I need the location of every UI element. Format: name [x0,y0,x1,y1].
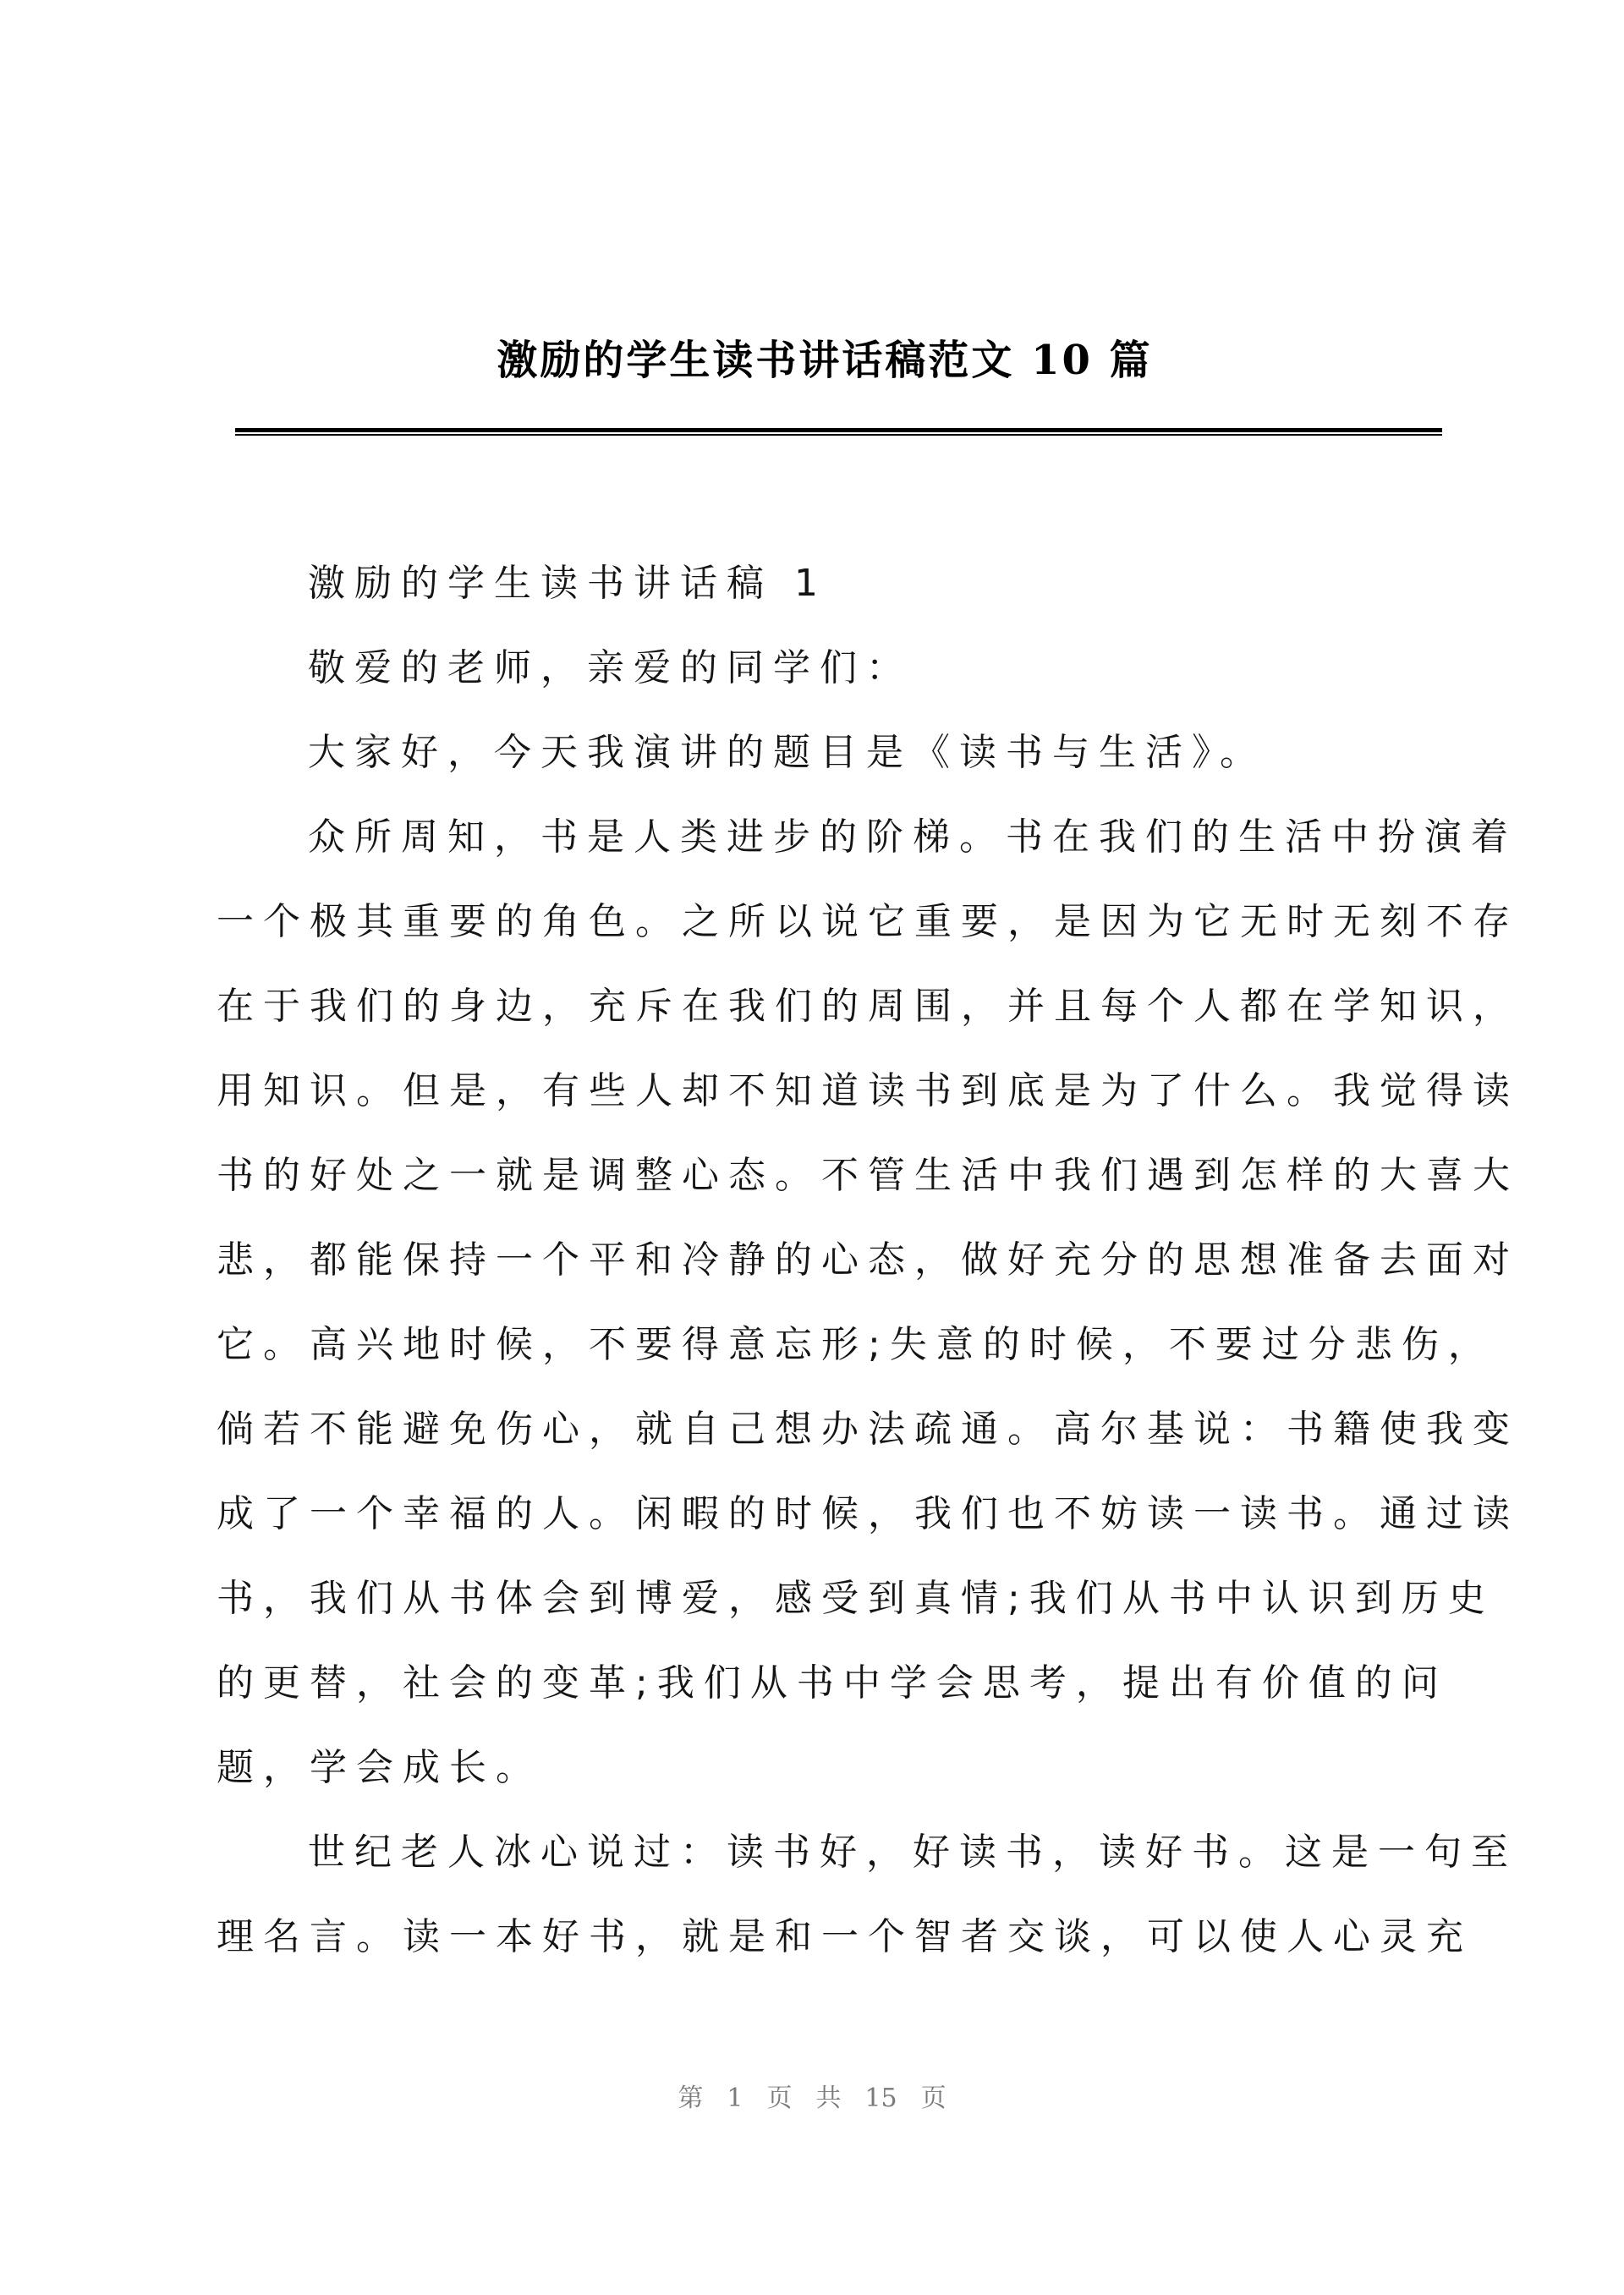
document-body [217,541,1519,1979]
body-line: 理名言。读一本好书，就是和一个智者交谈，可以使人心灵充 [217,1915,1473,1958]
body-line: 的更替，社会的变革;我们从书中学会思考，提出有价值的问 [217,1661,1448,1705]
title-rule-thick [235,428,1442,432]
title-double-rule [235,428,1442,436]
body-line: 众所周知，书是人类进步的阶梯。书在我们的生活中扮演着 [308,815,1517,859]
page-footer [0,2079,1624,2118]
body-line: 书，我们从书体会到博爱，感受到真情;我们从书中认识到历史 [217,1577,1495,1620]
salutation: 敬爱的老师，亲爱的同学们： [308,646,913,689]
total-page-count: 15 [864,2084,897,2113]
body-line: 题，学会成长。 [217,1746,542,1789]
section-heading: 激励的学生读书讲话稿 1 [308,562,827,605]
footer-prefix: 第 [678,2084,704,2113]
body-line: 书的好处之一就是调整心态。不管生活中我们遇到怎样的大喜大 [217,1154,1519,1197]
current-page-number: 1 [727,2084,743,2113]
body-line: 悲，都能保持一个平和冷静的心态，做好充分的思想准备去面对 [217,1238,1519,1282]
body-line: 在于我们的身边，充斥在我们的周围，并且每个人都在学知识， [217,985,1519,1028]
body-line: 倘若不能避免伤心，就自己想办法疏通。高尔基说：书籍使我变 [217,1408,1519,1451]
body-line: 世纪老人冰心说过：读书好，好读书，读好书。这是一句至 [308,1831,1517,1874]
document-title: 激励的学生读书讲话稿范文 10 篇 [497,337,1153,384]
title-rule-thin [235,434,1442,436]
body-line: 大家好，今天我演讲的题目是《读书与生活》。 [308,731,1266,774]
body-line: 一个极其重要的角色。之所以说它重要，是因为它无时无刻不存 [217,900,1519,943]
footer-page-word: 页 [766,2084,793,2113]
body-line: 用知识。但是，有些人却不知道读书到底是为了什么。我觉得读 [217,1069,1519,1112]
body-line: 成了一个幸福的人。闲暇的时候，我们也不妨读一读书。通过读 [217,1492,1519,1535]
footer-suffix: 页 [920,2084,946,2113]
footer-total-prefix: 共 [815,2084,842,2113]
body-line: 它。高兴地时候，不要得意忘形;失意的时候，不要过分悲伤， [217,1323,1495,1366]
